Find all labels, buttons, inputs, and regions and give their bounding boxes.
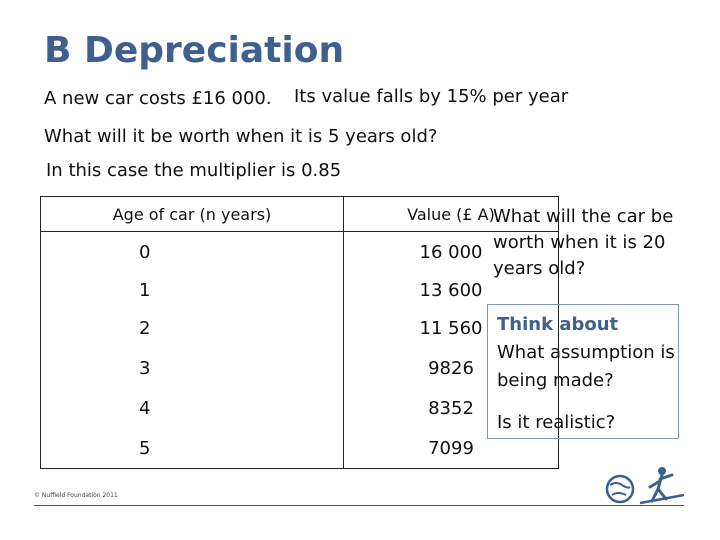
assumption-question: What assumption is being made? <box>497 342 675 391</box>
intro-line-2: What will it be worth when it is 5 years old? <box>44 126 438 147</box>
nuffield-logo-icon <box>600 465 690 511</box>
copyright-notice: © Nuffield Foundation 2011 <box>34 492 118 499</box>
age-cell: 3 <box>41 348 344 388</box>
realistic-question: Is it realistic? <box>497 412 616 433</box>
age-cell: 1 <box>41 272 344 308</box>
question-20-years: What will the car be worth when it is 20 years old? <box>493 206 674 279</box>
value-cell: 9826 <box>344 348 559 388</box>
think-about-heading: Think about <box>497 314 619 335</box>
footer-divider <box>34 505 684 506</box>
value-cell: 7099 <box>344 428 559 469</box>
table-row <box>41 428 559 469</box>
table-row <box>41 348 559 388</box>
table-row <box>41 308 559 348</box>
header-age: Age of car (n years) <box>41 197 344 232</box>
value-cell: 16 000 <box>344 232 559 273</box>
table-row <box>41 272 559 308</box>
value-cell: 13 600 <box>344 272 559 308</box>
age-cell: 2 <box>41 308 344 348</box>
think-about-box <box>487 304 679 439</box>
value-cell: 11 560 <box>344 308 559 348</box>
intro-line-1a: A new car costs £16 000. <box>44 88 272 109</box>
age-cell: 4 <box>41 388 344 428</box>
age-cell: 5 <box>41 428 344 469</box>
intro-line-3: In this case the multiplier is 0.85 <box>46 160 342 181</box>
age-cell: 0 <box>41 232 344 273</box>
slide-title: B Depreciation <box>44 30 345 71</box>
depreciation-table <box>40 196 559 469</box>
table-row <box>41 388 559 428</box>
value-cell: 8352 <box>344 388 559 428</box>
header-value: Value (£ A) <box>344 197 559 232</box>
table-row <box>41 232 559 273</box>
intro-line-1b: Its value falls by 15% per year <box>294 86 569 107</box>
